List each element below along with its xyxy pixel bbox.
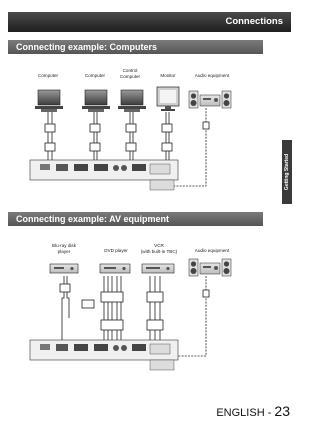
computer-1-icon (35, 90, 63, 112)
label-audio-equipment-1: Audio equipment (194, 73, 230, 78)
section-title-av: Connecting example: AV equipment (8, 212, 263, 226)
audio-equipment-icon (189, 91, 231, 108)
bluray-player-icon (50, 264, 78, 273)
computer-2-icon (82, 90, 110, 112)
monitor-icon (157, 87, 179, 111)
header-title: Connections (225, 16, 283, 27)
side-tab-getting-started: Getting Started (282, 140, 292, 204)
footer-language: ENGLISH - (216, 407, 275, 419)
projector-terminal-panel-1 (30, 160, 178, 190)
label-vcr: VCR (with built-in TBC) (140, 243, 178, 254)
projector-terminal-panel-2 (30, 340, 178, 370)
label-bluray-player: Blu-ray disk player (52, 243, 76, 254)
vcr-icon (142, 264, 174, 273)
label-dvd-player: DVD player (104, 248, 128, 253)
control-computer-icon (118, 90, 146, 112)
label-audio-equipment-2: Audio equipment (194, 248, 230, 253)
label-computer-2: Computer (84, 73, 106, 78)
page-number: 23 (274, 403, 290, 419)
audio-equipment-icon-2 (189, 259, 231, 276)
label-control-computer: Control Computer (119, 68, 141, 79)
section-title-computers: Connecting example: Computers (8, 40, 263, 54)
dvd-player-icon (100, 264, 130, 273)
label-monitor: Monitor (160, 73, 176, 78)
page-footer (216, 403, 290, 419)
label-computer-1: Computer (37, 73, 59, 78)
